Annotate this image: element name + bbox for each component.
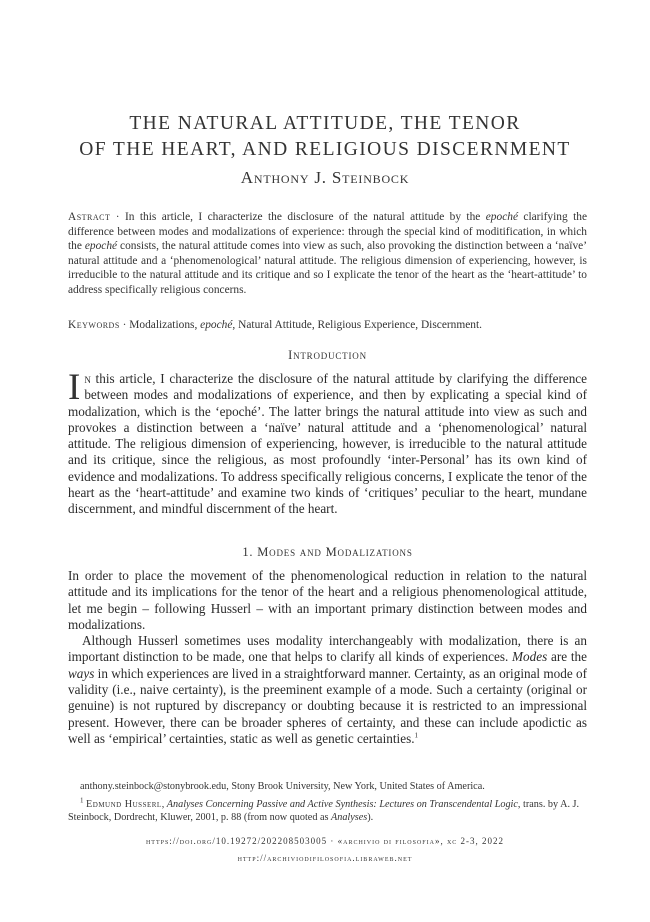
title-line-1: THE NATURAL ATTITUDE, THE TENOR: [129, 113, 521, 134]
introduction-body: [68, 367, 587, 518]
footnotes: [68, 780, 587, 825]
first-word: n: [84, 371, 91, 386]
keywords-label: Keywords: [68, 319, 120, 331]
abstract-text-2: clarifying the difference between modes and modalizations of experience: through the special kind of moditification, in which the: [68, 211, 587, 253]
keywords-separator: ·: [119, 319, 130, 331]
abstract-text-3: consists, the natural attitude comes into view as such, also provoking the distinction between a ‘naïve’ natural attitude and a ‘phenomenological’ natural attitude. The religious dimension of experiencing, however, is irreducible to the natural attitude and its critique and so I explicate the tenor of the heart as the ‘heart-attitude’ to address specifically religious concerns.: [68, 240, 587, 296]
footnote-1-separator: ,: [161, 798, 167, 810]
footnote-1-number: 1: [80, 796, 84, 805]
abstract: [68, 210, 587, 298]
footnote-1-author: Edmund Husserl: [86, 798, 162, 810]
p2-text-3: in which experiences are lived in a straightforward manner. Certainty, as an original mode of validity (i.e., naive certainty), is the preeminent example of a mode. Such a certainty (original or genuine) is not ruptured by discrepancy or doubting because it is restricted to an impressional present. However, there can be broader spheres of certainty, and these can include apodictic as well as ‘empirical’ certainties, static as well as genetic certainties.: [68, 665, 587, 746]
section-1-heading: 1. Modes and Modalizations: [242, 545, 413, 559]
footnote-1-title: Analyses Concerning Passive and Active Synthesis: Lectures on Transcendental Logic: [166, 798, 518, 810]
author-name: Anthony J. Steinbock: [240, 168, 410, 187]
footnote-reference-1[interactable]: 1: [414, 731, 419, 740]
introduction-text: this article, I characterize the disclosure of the natural attitude by clarifying the difference between modes and modalizations of experience, and then by explicating a special kind of modalization, which is the ‘epoché’. The latter brings the natural attitude into view as such and provokes a distinction between a ‘naïve’ natural attitude and a ‘phenomenological’ natural attitude. The religious dimension of experiencing, however, is irreducible to the natural attitude and its critique, since the religious, as most profoundly ‘inter-Personal’ has its own kind of evidence and modalizations. To address specifically religious concerns, I explicate the tenor of the heart as the ‘heart-attitude’ and examine two kinds of ‘critiques’ peculiar to the heart, mundane discernment, and mindful discernment of the heart.: [68, 371, 587, 517]
keywords: [68, 318, 587, 333]
article-title: [40, 111, 610, 163]
keywords-text-1: Modalizations,: [129, 319, 201, 331]
footnote-1: [68, 798, 587, 825]
section-1-paragraph-1: In order to place the movement of the phenomenological reduction in relation to the natural attitude and its implications for the tenor of the heart and a religious phenomenological attitude, let me begin – following Husserl – with an important primary distinction between modes and modalizations.: [68, 568, 587, 632]
author-contact-note: anthony.steinbock@stonybrook.edu, Stony Brook University, New York, United States of America.: [80, 781, 485, 792]
abstract-emphasis-2: epoché: [84, 240, 118, 253]
footnote-1-short-title: Analyses: [331, 812, 368, 824]
abstract-label: Astract: [68, 211, 111, 223]
p2-emphasis-ways: ways: [68, 665, 95, 681]
p2-text-2: are the: [547, 649, 587, 665]
abstract-emphasis-1: epoché: [485, 211, 519, 223]
introduction-paragraph: [68, 367, 587, 518]
journal-url[interactable]: http://archiviodifilosofia.libraweb.net: [237, 853, 413, 863]
introduction-heading: Introduction: [288, 348, 367, 362]
section-1-paragraph-2: [68, 633, 587, 747]
doi-line[interactable]: https://doi.org/10.19272/202208503005 · «archivio di filosofia», xc 2-3, 2022: [145, 836, 505, 846]
keywords-emphasis-1: epoché: [200, 319, 233, 331]
footnote-1-rest: , trans. by A. J. Steinbock, Dordrecht, Kluwer, 2001, p. 88 (from now quoted as: [68, 798, 580, 824]
footnote-1-end: ).: [367, 812, 374, 824]
p2-emphasis-modes: Modes: [512, 649, 548, 665]
section-1-body: [68, 568, 587, 747]
title-line-2: OF THE HEART, AND RELIGIOUS DISCERNMENT: [79, 139, 571, 160]
abstract-separator: ·: [110, 211, 125, 223]
keywords-text-2: , Natural Attitude, Religious Experience, Discernment.: [232, 319, 482, 331]
abstract-text-1: In this article, I characterize the disclosure of the natural attitude by the: [125, 211, 486, 223]
drop-cap: I: [68, 367, 81, 408]
p2-text-1: Although Husserl sometimes uses modality interchangeably with modalization, there is an important distinction to be made, one that helps to clarify all kinds of experiences.: [68, 633, 587, 665]
